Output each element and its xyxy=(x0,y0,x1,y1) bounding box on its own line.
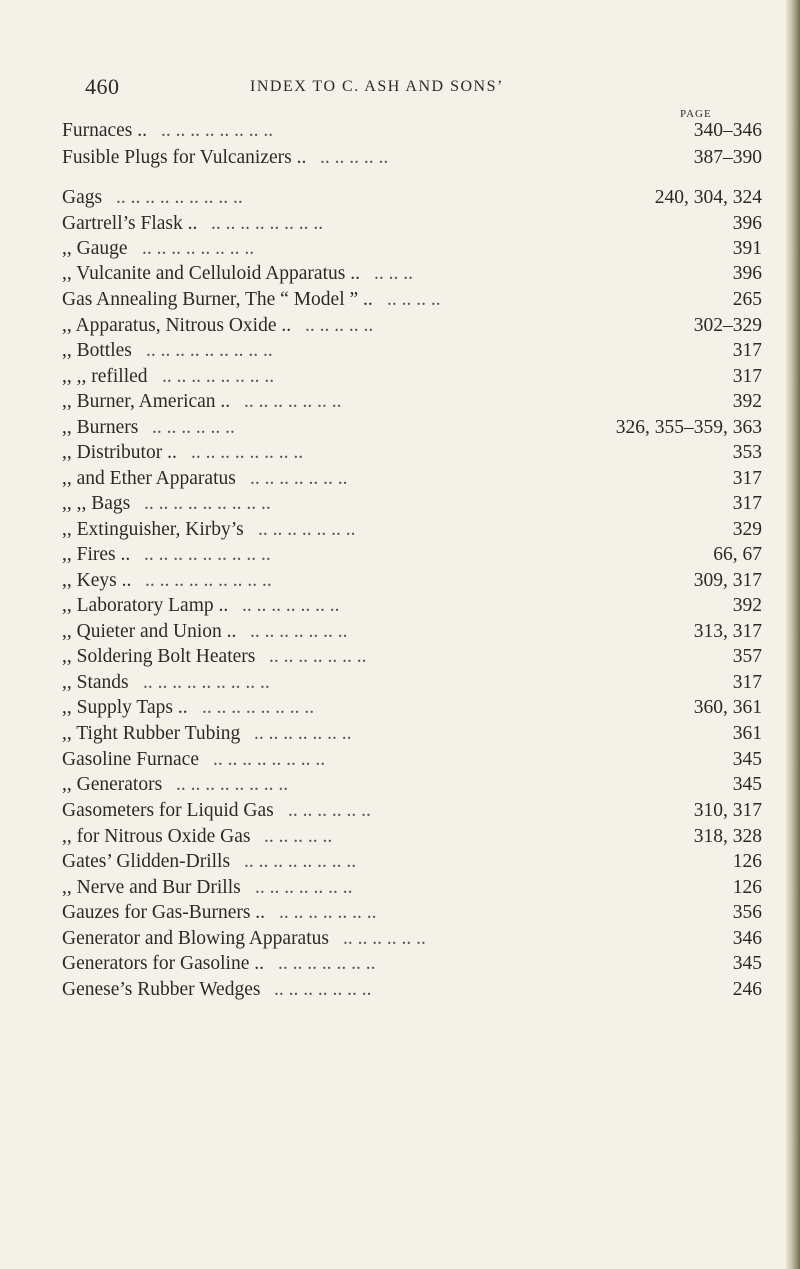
entry-label: ,, Quieter and Union .. xyxy=(62,621,237,642)
entry-pages: 396 xyxy=(732,263,762,284)
index-entry xyxy=(62,774,762,802)
index-entry xyxy=(62,928,762,956)
leader-dots: .. .. .. .. .. .. .. xyxy=(269,646,367,667)
entry-pages: 66, 67 xyxy=(713,544,762,565)
entry-pages: 340–346 xyxy=(693,120,762,141)
leader-dots: .. .. .. .. .. .. .. xyxy=(250,621,348,642)
entry-label: ,, Distributor .. xyxy=(62,442,177,463)
index-entry xyxy=(62,902,762,930)
leader-dots: .. .. .. .. .. .. .. .. .. xyxy=(146,340,273,361)
index-entry xyxy=(62,238,762,266)
entry-pages: 309, 317 xyxy=(693,570,762,591)
leader-dots: .. .. .. .. .. .. xyxy=(152,417,235,438)
entry-pages: 317 xyxy=(732,672,762,693)
index-entry xyxy=(62,749,762,777)
leader-dots: .. .. .. .. .. .. .. .. xyxy=(213,749,326,770)
entry-pages: 392 xyxy=(732,391,762,412)
entry-pages: 387–390 xyxy=(693,147,762,168)
entry-pages: 317 xyxy=(732,340,762,361)
entry-pages: 318, 328 xyxy=(693,826,762,847)
entry-pages: 345 xyxy=(732,774,762,795)
index-entry xyxy=(62,979,762,1007)
page-edge xyxy=(786,0,800,1269)
leader-dots: .. .. .. .. .. .. .. .. .. xyxy=(144,493,271,514)
entry-label: Generators for Gasoline .. xyxy=(62,953,264,974)
index-entry xyxy=(62,646,762,674)
index-entry xyxy=(62,391,762,419)
entry-label: ,, for Nitrous Oxide Gas xyxy=(62,826,251,847)
index-entry xyxy=(62,595,762,623)
leader-dots: .. .. .. .. xyxy=(387,289,441,310)
entry-pages: 317 xyxy=(732,468,762,489)
leader-dots: .. .. .. .. .. .. .. xyxy=(255,877,353,898)
entry-label: ,, Soldering Bolt Heaters xyxy=(62,646,256,667)
leader-dots: .. .. .. .. .. .. .. .. .. xyxy=(144,544,271,565)
entry-label: ,, Nerve and Bur Drills xyxy=(62,877,241,898)
page-number: 460 xyxy=(85,74,120,99)
leader-dots: .. .. .. .. .. xyxy=(264,826,333,847)
leader-dots: .. .. .. .. .. .. .. .. .. xyxy=(116,187,243,208)
entry-pages: 360, 361 xyxy=(693,697,762,718)
leader-dots: .. .. .. .. .. .. .. .. xyxy=(244,851,357,872)
index-entry xyxy=(62,442,762,470)
entry-label: ,, Burners xyxy=(62,417,139,438)
index-entry xyxy=(62,697,762,725)
entry-pages: 302–329 xyxy=(693,315,762,336)
entry-label: Gasoline Furnace xyxy=(62,749,199,770)
leader-dots: .. .. .. .. .. .. .. xyxy=(250,468,348,489)
entry-pages: 246 xyxy=(732,979,762,1000)
entry-label: ,, Laboratory Lamp .. xyxy=(62,595,229,616)
leader-dots: .. .. .. .. .. .. .. xyxy=(242,595,340,616)
entry-pages: 329 xyxy=(732,519,762,540)
entry-label: ,, Burner, American .. xyxy=(62,391,231,412)
leader-dots: .. .. .. .. .. .. .. xyxy=(244,391,342,412)
entry-label: ,, Stands xyxy=(62,672,129,693)
entry-pages: 356 xyxy=(732,902,762,923)
entry-label: ,, Keys .. xyxy=(62,570,132,591)
entry-pages: 317 xyxy=(732,366,762,387)
entry-pages: 346 xyxy=(732,928,762,949)
entry-pages: 126 xyxy=(732,851,762,872)
index-entry xyxy=(62,366,762,394)
entry-label: ,, ,, Bags xyxy=(62,493,131,514)
entry-label: ,, Tight Rubber Tubing xyxy=(62,723,241,744)
leader-dots: .. .. .. .. .. .. .. .. .. xyxy=(145,570,272,591)
entry-label: ,, Extinguisher, Kirby’s xyxy=(62,519,244,540)
entry-label: Gartrell’s Flask .. xyxy=(62,213,198,234)
entry-label: ,, ,, refilled xyxy=(62,366,148,387)
leader-dots: .. .. .. .. .. .. .. xyxy=(279,902,377,923)
entry-pages: 345 xyxy=(732,749,762,770)
index-entry xyxy=(62,800,762,828)
index-entry xyxy=(62,621,762,649)
entry-pages: 361 xyxy=(732,723,762,744)
entry-pages: 391 xyxy=(732,238,762,259)
leader-dots: .. .. .. .. .. .. .. .. xyxy=(176,774,289,795)
entry-pages: 317 xyxy=(732,493,762,514)
entry-pages: 353 xyxy=(732,442,762,463)
leader-dots: .. .. .. .. .. xyxy=(305,315,374,336)
page-column-label: PAGE xyxy=(680,108,712,120)
leader-dots: .. .. .. .. .. .. xyxy=(288,800,371,821)
leader-dots: .. .. .. .. .. .. .. .. xyxy=(161,120,274,141)
entry-label: ,, Gauge xyxy=(62,238,128,259)
index-entry xyxy=(62,417,762,445)
leader-dots: .. .. .. .. .. .. .. xyxy=(274,979,372,1000)
index-entry xyxy=(62,519,762,547)
entry-pages: 265 xyxy=(732,289,762,310)
index-entry xyxy=(62,120,762,148)
entry-pages: 392 xyxy=(732,595,762,616)
entry-label: Furnaces .. xyxy=(62,120,148,141)
index-entry xyxy=(62,289,762,317)
entry-pages: 345 xyxy=(732,953,762,974)
entry-pages: 326, 355–359, 363 xyxy=(615,417,762,438)
entry-label: Gasometers for Liquid Gas xyxy=(62,800,274,821)
page-header xyxy=(85,74,765,104)
leader-dots: .. .. .. .. .. .. .. .. .. xyxy=(143,672,270,693)
leader-dots: .. .. .. .. .. .. .. .. xyxy=(162,366,275,387)
leader-dots: .. .. .. .. .. .. .. .. xyxy=(142,238,255,259)
entry-label: Gas Annealing Burner, The “ Model ” .. xyxy=(62,289,373,310)
index-entry xyxy=(62,672,762,700)
entry-label: ,, Supply Taps .. xyxy=(62,697,188,718)
entry-label: Fusible Plugs for Vulcanizers .. xyxy=(62,147,307,168)
entry-label: Genese’s Rubber Wedges xyxy=(62,979,261,1000)
entry-label: Generator and Blowing Apparatus xyxy=(62,928,329,949)
entry-label: Gates’ Glidden-Drills xyxy=(62,851,231,872)
leader-dots: .. .. .. xyxy=(374,263,413,284)
index-entry xyxy=(62,877,762,905)
entry-label: ,, and Ether Apparatus xyxy=(62,468,236,489)
leader-dots: .. .. .. .. .. .. .. xyxy=(278,953,376,974)
leader-dots: .. .. .. .. .. .. .. xyxy=(254,723,352,744)
running-head: INDEX TO C. ASH AND SONS’ xyxy=(250,78,504,95)
index-entry xyxy=(62,493,762,521)
index-entry xyxy=(62,187,762,215)
index-entry xyxy=(62,826,762,854)
entry-pages: 310, 317 xyxy=(693,800,762,821)
index-entry xyxy=(62,263,762,291)
entry-label: ,, Apparatus, Nitrous Oxide .. xyxy=(62,315,292,336)
leader-dots: .. .. .. .. .. .. .. .. xyxy=(211,213,324,234)
index-entry xyxy=(62,315,762,343)
entry-label: ,, Vulcanite and Celluloid Apparatus .. xyxy=(62,263,360,284)
leader-dots: .. .. .. .. .. .. .. xyxy=(258,519,356,540)
index-entry xyxy=(62,468,762,496)
leader-dots: .. .. .. .. .. xyxy=(320,147,389,168)
index-entry xyxy=(62,723,762,751)
entry-label: Gauzes for Gas-Burners .. xyxy=(62,902,266,923)
entry-pages: 126 xyxy=(732,877,762,898)
index-entry xyxy=(62,953,762,981)
entry-label: ,, Generators xyxy=(62,774,163,795)
entry-pages: 240, 304, 324 xyxy=(654,187,762,208)
index-entry xyxy=(62,340,762,368)
leader-dots: .. .. .. .. .. .. .. .. xyxy=(191,442,304,463)
entry-label: ,, Bottles xyxy=(62,340,132,361)
entry-pages: 396 xyxy=(732,213,762,234)
index-entry xyxy=(62,570,762,598)
index-entry xyxy=(62,147,762,175)
index-entry xyxy=(62,851,762,879)
index-entry xyxy=(62,213,762,241)
entry-pages: 313, 317 xyxy=(693,621,762,642)
entry-label: Gags xyxy=(62,187,103,208)
index-entry xyxy=(62,544,762,572)
leader-dots: .. .. .. .. .. .. xyxy=(343,928,426,949)
leader-dots: .. .. .. .. .. .. .. .. xyxy=(202,697,315,718)
entry-pages: 357 xyxy=(732,646,762,667)
entry-label: ,, Fires .. xyxy=(62,544,131,565)
